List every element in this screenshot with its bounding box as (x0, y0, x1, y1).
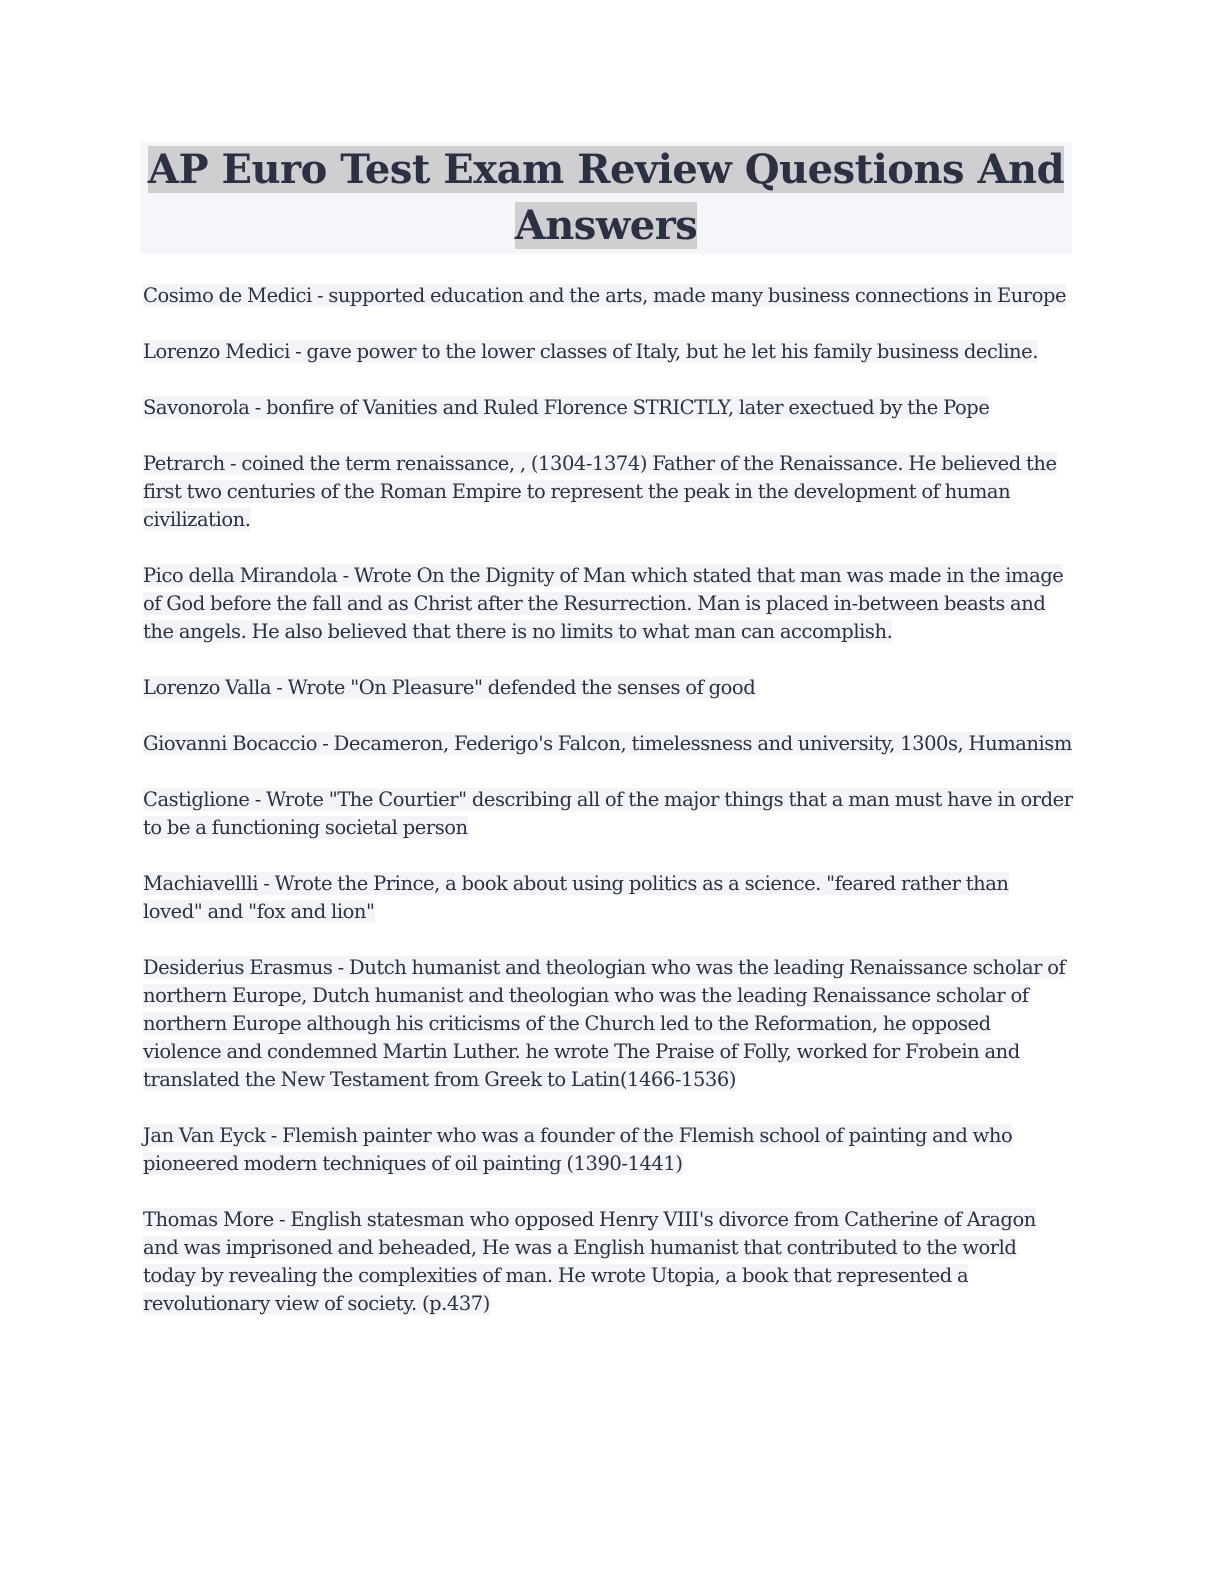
entry-pico-della-mirandola (143, 562, 1073, 646)
document-title (140, 142, 1072, 254)
entry-lorenzo-valla (143, 674, 1073, 702)
entry-jan-van-eyck (143, 1122, 1073, 1178)
entry-text: Cosimo de Medici - supported education and the arts, made many business connections in Europe (143, 284, 1067, 307)
entry-text: Lorenzo Valla - Wrote "On Pleasure" defended the senses of good (143, 676, 756, 699)
entry-text: Pico della Mirandola - Wrote On the Dignity of Man which stated that man was made in the image of God before the fall and as Christ after the Resurrection. Man is placed in-between beasts and the angels. He also believed that there is no limits to what man can accomplish. (143, 564, 1064, 643)
entry-text: Thomas More - English statesman who opposed Henry VIII's divorce from Catherine of Aragon and was imprisoned and beheaded, He was a English humanist that contributed to the world today by revealing the complexities of man. He wrote Utopia, a book that represented a revolutionary view of society. (p.437) (143, 1208, 1036, 1315)
title-line-2-text: Answers (514, 202, 698, 249)
entry-text: Desiderius Erasmus - Dutch humanist and theologian who was the leading Renaissance scholar of northern Europe, Dutch humanist and theologian who was the leading Renaissance scholar of northern Europe although his criticisms of the Church led to the Reformation, he opposed violence and condemned Martin Luther. he wrote The Praise of Folly, worked for Frobein and translated the New Testament from Greek to Latin(1466-1536) (143, 956, 1066, 1091)
entry-giovanni-bocaccio (143, 730, 1073, 758)
entry-text: Machiavellli - Wrote the Prince, a book about using politics as a science. "feared rather than loved" and "fox and lion" (143, 872, 1009, 923)
entry-desiderius-erasmus (143, 954, 1073, 1094)
entry-savonorola (143, 394, 1073, 422)
entry-cosimo-de-medici (143, 282, 1073, 310)
entry-text: Savonorola - bonfire of Vanities and Ruled Florence STRICTLY, later exectued by the Pope (143, 396, 990, 419)
entry-castiglione (143, 786, 1073, 842)
title-line-2 (140, 198, 1072, 254)
entry-text: Castiglione - Wrote "The Courtier" describing all of the major things that a man must have in order to be a functioning societal person (143, 788, 1073, 839)
title-line-1-text: AP Euro Test Exam Review Questions And (147, 146, 1065, 193)
entry-text: Petrarch - coined the term renaissance, , (1304-1374) Father of the Renaissance. He believed the first two centuries of the Roman Empire to represent the peak in the development of human civilization. (143, 452, 1057, 531)
entry-petrarch (143, 450, 1073, 534)
entry-thomas-more (143, 1206, 1073, 1318)
entry-lorenzo-medici (143, 338, 1073, 366)
entry-text: Jan Van Eyck - Flemish painter who was a founder of the Flemish school of painting and who pioneered modern techniques of oil painting (1390-1441) (143, 1124, 1013, 1175)
entry-text: Giovanni Bocaccio - Decameron, Federigo's Falcon, timelessness and university, 1300s, Humanism (143, 732, 1072, 755)
title-line-1 (140, 142, 1072, 198)
entry-machiavelli (143, 870, 1073, 926)
entry-text: Lorenzo Medici - gave power to the lower classes of Italy, but he let his family business decline. (143, 340, 1039, 363)
review-entries (143, 282, 1073, 1346)
